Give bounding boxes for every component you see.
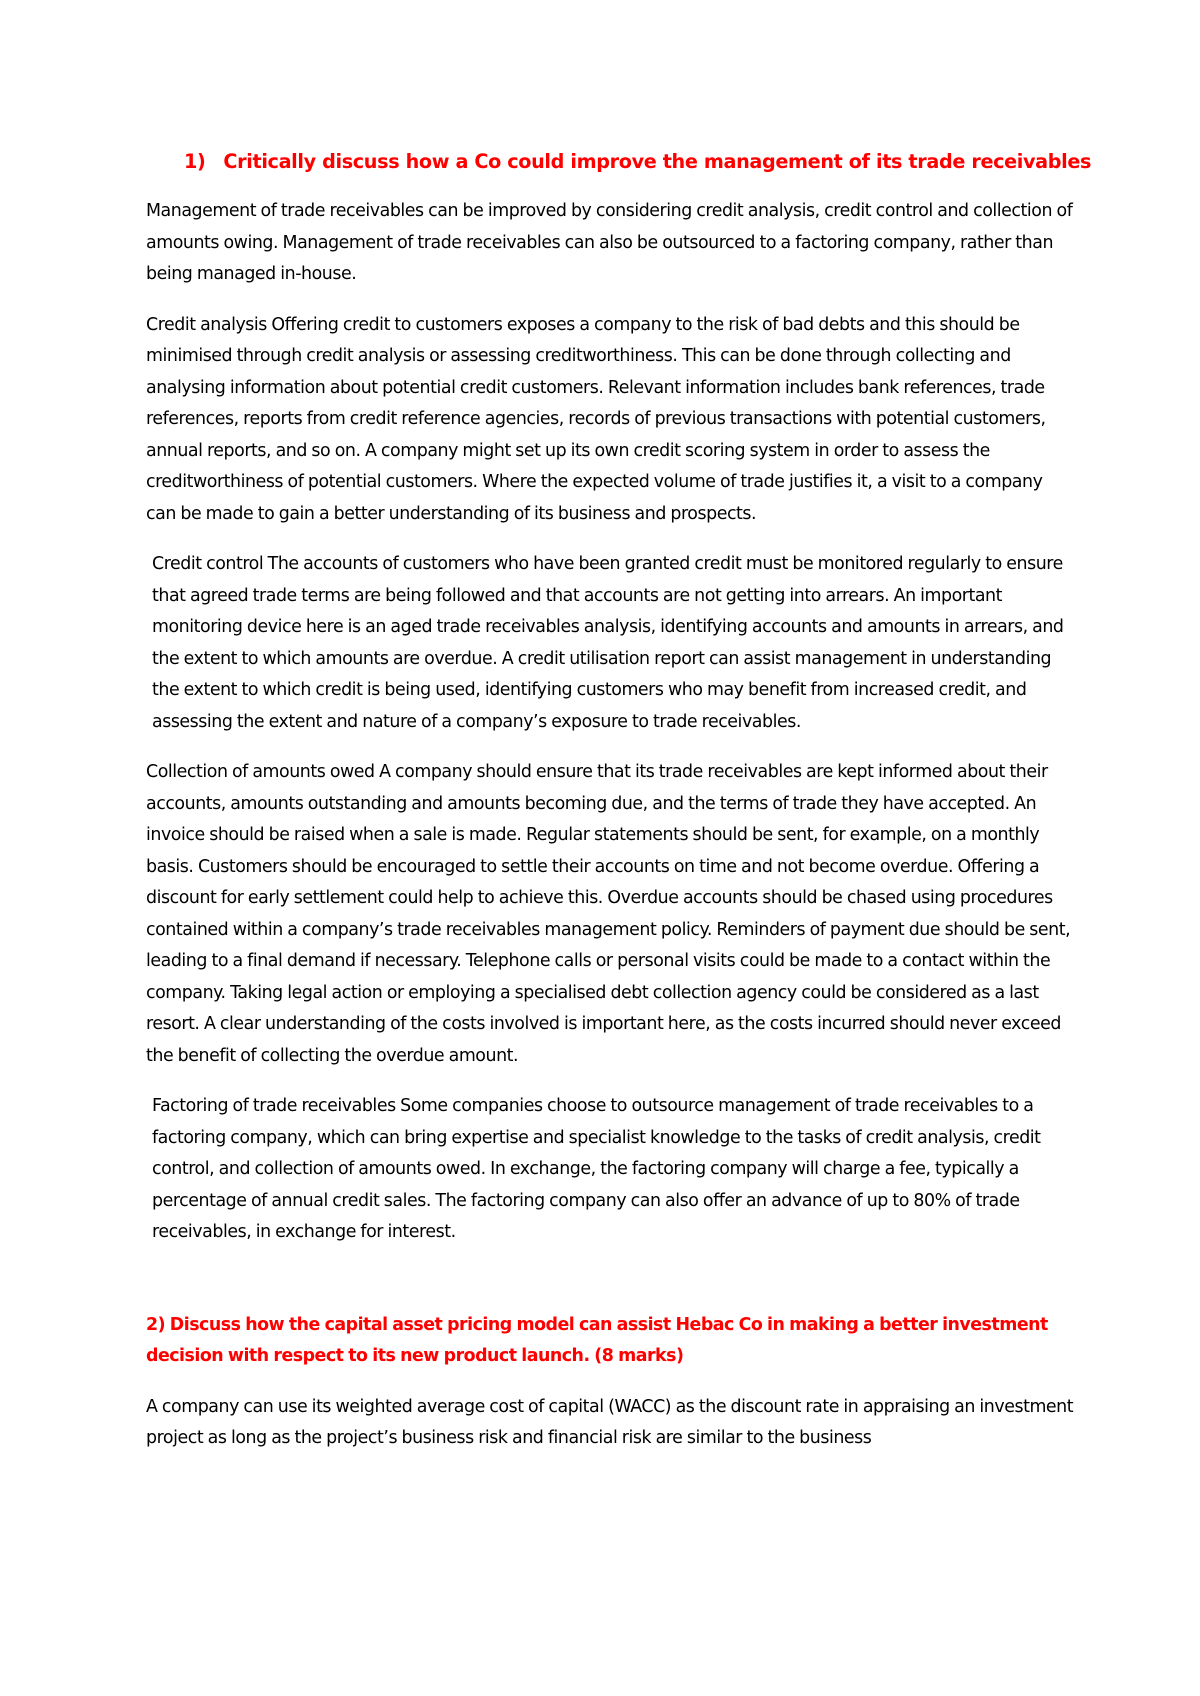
section-1-heading (146, 148, 1092, 176)
intro-paragraph: Management of trade receivables can be improved by considering credit analysis, credit control and collection of amounts owing. Management of trade receivables can also be outsourced to a factoring company, rather than being managed in-house. (146, 201, 1073, 284)
capm-paragraph: A company can use its weighted average cost of capital (WACC) as the discount rate in appraising an investment project as long as the project’s business risk and financial risk are similar to the business (146, 1396, 1074, 1448)
collection-paragraph: Collection of amounts owed A company should ensure that its trade receivables are kept informed about their accounts, amounts outstanding and amounts becoming due, and the terms of trade they have accepted. An invoice should be raised when a sale is made. Regular statements should be sent, for example, on a monthly basis. Customers should be encouraged to settle their accounts on time and not become overdue. Offering a discount for early settlement could help to achieve this. Overdue accounts should be chased using procedures contained within a company’s trade receivables management policy. Reminders of payment due should be sent, leading to a final demand if necessary. Telephone calls or personal visits could be made to a contact within the company. Taking legal action or employing a specialised debt collection agency could be considered as a last resort. A clear understanding of the costs involved is important here, as the costs incurred should never exceed the benefit of collecting the overdue amount. (146, 762, 1071, 1066)
factoring-paragraph: Factoring of trade receivables Some companies choose to outsource management of trade receivables to a factoring company, which can bring expertise and specialist knowledge to the tasks of credit analysis, credit control, and collection of amounts owed. In exchange, the factoring company will charge a fee, typically a percentage of annual credit sales. The factoring company can also offer an advance of up to 80% of trade receivables, in exchange for interest. (152, 1096, 1041, 1242)
document-body (146, 148, 1092, 1474)
credit-control-paragraph: Credit control The accounts of customers who have been granted credit must be monitored regularly to ensure that agreed trade terms are being followed and that accounts are not getting into arrears. An important monitoring device here is an aged trade receivables analysis, identifying accounts and amounts in arrears, and the extent to which amounts are overdue. A credit utilisation report can assist management in understanding the extent to which credit is being used, identifying customers who may benefit from increased credit, and assessing the extent and nature of a company’s exposure to trade receivables. (152, 554, 1064, 732)
section-1-number: 1) (184, 150, 206, 173)
section-1-title: Critically discuss how a Co could improve the management of its trade receivables (223, 150, 1092, 173)
credit-analysis-paragraph: Credit analysis Offering credit to customers exposes a company to the risk of bad debts and this should be minimised through credit analysis or assessing creditworthiness. This can be done through collecting and analysing information about potential credit customers. Relevant information includes bank references, trade references, reports from credit reference agencies, records of previous transactions with potential customers, annual reports, and so on. A company might set up its own credit scoring system in order to assess the creditworthiness of potential customers. Where the expected volume of trade justifies it, a visit to a company can be made to gain a better understanding of its business and prospects. (146, 314, 1046, 524)
section-2-heading: 2) Discuss how the capital asset pricing model can assist Hebac Co in making a better investment decision with respect to its new product launch. (8 marks) (146, 1314, 1048, 1366)
